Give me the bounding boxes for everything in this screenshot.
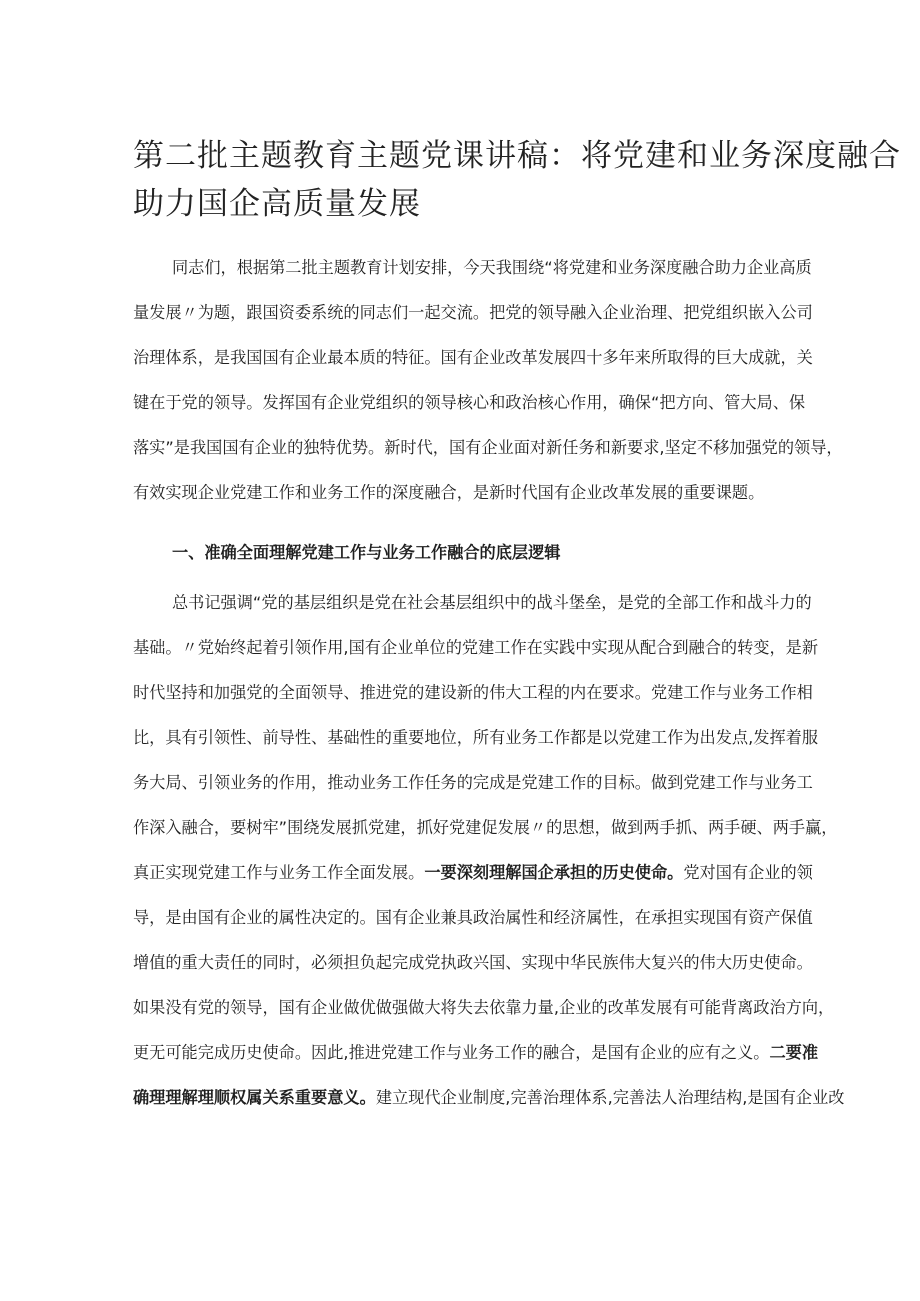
line-11-text: 更无可能完成历史使命。因此,推进党建工作与业务工作的融合，是国有企业的应有之义。 (133, 1043, 770, 1062)
section-1-line-1: 总书记强调“党的基层组织是党在社会基层组织中的战斗堡垒，是党的全部工作和战斗力的 (172, 593, 812, 612)
intro-line-1: 同志们，根据第二批主题教育计划安排，今天我围绕“将党建和业务深度融合助力企业高质 (172, 258, 812, 277)
section-1-heading: 一、准确全面理解党建工作与业务工作融合的底层逻辑 (172, 543, 561, 562)
section-1-line-4: 比，具有引领性、前导性、基础性的重要地位，所有业务工作都是以党建工作为出发点,发挥着服 (133, 728, 819, 747)
section-1-line-11 (133, 1043, 818, 1063)
section-1-line-8: 导，是由国有企业的属性决定的。国有企业兼具政治属性和经济属性，在承担实现国有资产保值 (133, 908, 813, 927)
line-7-text: 真正实现党建工作与业务工作全面发展。 (133, 863, 425, 882)
intro-line-4: 键在于党的领导。发挥国有企业党组织的领导核心和政治核心作用，确保“把方向、管大局、保 (133, 393, 806, 412)
title-line-1: 第二批主题教育主题党课讲稿：将党建和业务深度融合 (133, 138, 901, 174)
intro-line-2: 量发展〃为题，跟国资委系统的同志们一起交流。把党的领导融入企业治理、把党组织嵌入公司 (133, 303, 813, 322)
section-1-line-7 (133, 863, 813, 883)
intro-line-5: 落实”是我国国有企业的独特优势。新时代，国有企业面对新任务和新要求,坚定不移加强党的领导， (133, 438, 843, 457)
section-1-line-2: 基础。〃党始终起着引领作用,国有企业单位的党建工作在实践中实现从配合到融合的转变，是新 (133, 638, 819, 657)
section-1-line-12 (133, 1088, 845, 1108)
section-1-line-9: 增值的重大责任的同时，必须担负起完成党执政兴国、实现中华民族伟大复兴的伟大历史使命。 (133, 953, 813, 972)
document-title (133, 132, 901, 228)
intro-line-3: 治理体系，是我国国有企业最本质的特征。国有企业改革发展四十多年来所取得的巨大成就，关 (133, 348, 813, 367)
section-1-line-10: 如果没有党的领导，国有企业做优做强做大将失去依靠力量,企业的改革发展有可能背离政治方向， (133, 998, 835, 1017)
title-line-2: 助力国企高质量发展 (133, 186, 421, 222)
intro-line-6: 有效实现企业党建工作和业务工作的深度融合，是新时代国有企业改革发展的重要课题。 (133, 483, 765, 502)
line-7-text-tail: 党对国有企业的领 (683, 863, 813, 882)
point-2-heading-start: 二要准 (769, 1043, 819, 1062)
point-1-heading: 一要深刻理解国企承担的历史使命。 (424, 863, 684, 882)
section-1-line-3: 时代坚持和加强党的全面领导、推进党的建设新的伟大工程的内在要求。党建工作与业务工作相 (133, 683, 813, 702)
line-12-text: 建立现代企业制度,完善治理体系,完善法人治理结构,是国有企业改 (375, 1088, 845, 1107)
section-1-line-5: 务大局、引领业务的作用，推动业务工作任务的完成是党建工作的目标。做到党建工作与业务工 (133, 773, 813, 792)
section-1-line-6: 作深入融合，要树牢”围绕发展抓党建，抓好党建促发展〃的思想，做到两手抓、两手硬、两手赢， (133, 818, 838, 837)
point-2-heading-end: 确理理解理顺权属关系重要意义。 (133, 1088, 376, 1107)
